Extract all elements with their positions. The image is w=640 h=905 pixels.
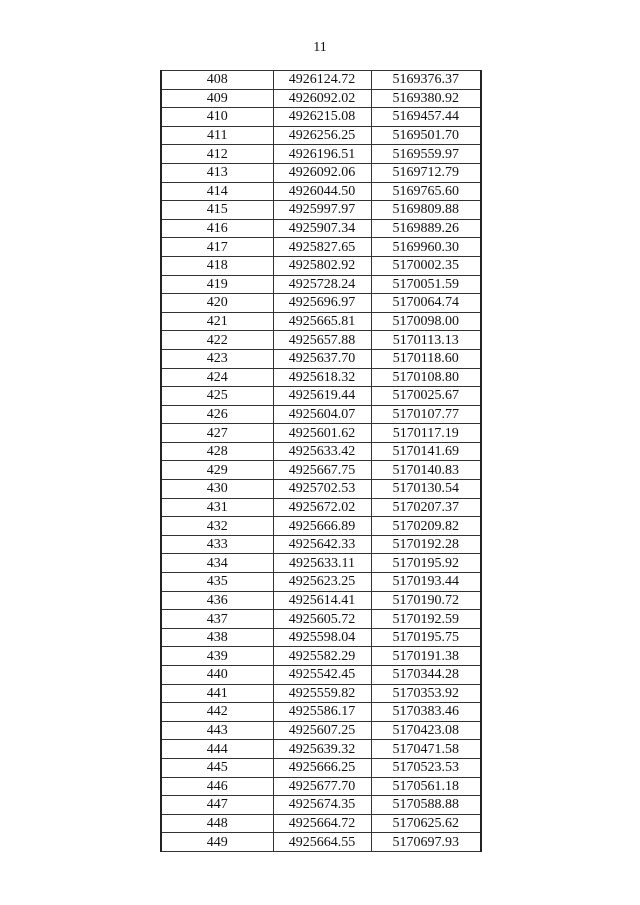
point-number-cell: 426 [161,405,273,424]
point-number-cell: 448 [161,814,273,833]
table-row [161,591,481,610]
x-coordinate-cell: 4925677.70 [273,777,371,796]
x-coordinate-cell: 4925665.81 [273,312,371,331]
table-row [161,777,481,796]
table-row [161,238,481,257]
point-number-cell: 442 [161,703,273,722]
table-row [161,331,481,350]
point-number-cell: 431 [161,498,273,517]
x-coordinate-cell: 4925637.70 [273,349,371,368]
y-coordinate-cell: 5170383.46 [371,703,481,722]
table-row [161,312,481,331]
y-coordinate-cell: 5169712.79 [371,163,481,182]
table-row [161,145,481,164]
y-coordinate-cell: 5169559.97 [371,145,481,164]
y-coordinate-cell: 5170195.75 [371,628,481,647]
x-coordinate-cell: 4925672.02 [273,498,371,517]
table-row [161,126,481,145]
point-number-cell: 413 [161,163,273,182]
point-number-cell: 434 [161,554,273,573]
point-number-cell: 412 [161,145,273,164]
x-coordinate-cell: 4925664.55 [273,833,371,852]
table-row [161,814,481,833]
y-coordinate-cell: 5170344.28 [371,666,481,685]
y-coordinate-cell: 5170051.59 [371,275,481,294]
y-coordinate-cell: 5169809.88 [371,201,481,220]
table-row [161,666,481,685]
y-coordinate-cell: 5170697.93 [371,833,481,852]
y-coordinate-cell: 5169457.44 [371,108,481,127]
point-number-cell: 440 [161,666,273,685]
x-coordinate-cell: 4926092.06 [273,163,371,182]
point-number-cell: 429 [161,461,273,480]
point-number-cell: 409 [161,89,273,108]
point-number-cell: 424 [161,368,273,387]
y-coordinate-cell: 5170117.19 [371,424,481,443]
table-row [161,108,481,127]
x-coordinate-cell: 4925586.17 [273,703,371,722]
table-row [161,833,481,852]
table-row [161,758,481,777]
x-coordinate-cell: 4926092.02 [273,89,371,108]
y-coordinate-cell: 5170192.59 [371,610,481,629]
y-coordinate-cell: 5170113.13 [371,331,481,350]
table-row [161,610,481,629]
x-coordinate-cell: 4926215.08 [273,108,371,127]
x-coordinate-cell: 4925604.07 [273,405,371,424]
point-number-cell: 414 [161,182,273,201]
point-number-cell: 443 [161,721,273,740]
x-coordinate-cell: 4925664.72 [273,814,371,833]
y-coordinate-cell: 5170107.77 [371,405,481,424]
table-row [161,368,481,387]
point-number-cell: 408 [161,71,273,90]
x-coordinate-cell: 4925728.24 [273,275,371,294]
y-coordinate-cell: 5169380.92 [371,89,481,108]
x-coordinate-cell: 4925657.88 [273,331,371,350]
y-coordinate-cell: 5170625.62 [371,814,481,833]
x-coordinate-cell: 4925633.11 [273,554,371,573]
point-number-cell: 419 [161,275,273,294]
coordinates-table [160,70,482,852]
y-coordinate-cell: 5169765.60 [371,182,481,201]
table-row [161,201,481,220]
point-number-cell: 427 [161,424,273,443]
x-coordinate-cell: 4925907.34 [273,219,371,238]
table-row [161,740,481,759]
table-row [161,517,481,536]
x-coordinate-cell: 4925623.25 [273,573,371,592]
x-coordinate-cell: 4925666.89 [273,517,371,536]
y-coordinate-cell: 5170471.58 [371,740,481,759]
table-row [161,647,481,666]
x-coordinate-cell: 4925696.97 [273,294,371,313]
x-coordinate-cell: 4925559.82 [273,684,371,703]
table-row [161,256,481,275]
point-number-cell: 438 [161,628,273,647]
y-coordinate-cell: 5170141.69 [371,442,481,461]
x-coordinate-cell: 4925542.45 [273,666,371,685]
x-coordinate-cell: 4925601.62 [273,424,371,443]
point-number-cell: 436 [161,591,273,610]
point-number-cell: 435 [161,573,273,592]
point-number-cell: 416 [161,219,273,238]
point-number-cell: 428 [161,442,273,461]
y-coordinate-cell: 5169501.70 [371,126,481,145]
table-row [161,535,481,554]
point-number-cell: 441 [161,684,273,703]
x-coordinate-cell: 4925802.92 [273,256,371,275]
x-coordinate-cell: 4926196.51 [273,145,371,164]
point-number-cell: 432 [161,517,273,536]
y-coordinate-cell: 5170209.82 [371,517,481,536]
point-number-cell: 430 [161,480,273,499]
point-number-cell: 418 [161,256,273,275]
table-row [161,796,481,815]
x-coordinate-cell: 4925582.29 [273,647,371,666]
point-number-cell: 444 [161,740,273,759]
table-row [161,275,481,294]
y-coordinate-cell: 5170098.00 [371,312,481,331]
table-row [161,387,481,406]
table-row [161,480,481,499]
point-number-cell: 423 [161,349,273,368]
x-coordinate-cell: 4925702.53 [273,480,371,499]
table-row [161,498,481,517]
y-coordinate-cell: 5170353.92 [371,684,481,703]
table-row [161,628,481,647]
x-coordinate-cell: 4925666.25 [273,758,371,777]
point-number-cell: 410 [161,108,273,127]
y-coordinate-cell: 5170193.44 [371,573,481,592]
table-row [161,703,481,722]
table-row [161,573,481,592]
y-coordinate-cell: 5170523.53 [371,758,481,777]
x-coordinate-cell: 4925598.04 [273,628,371,647]
table-row [161,349,481,368]
y-coordinate-cell: 5170190.72 [371,591,481,610]
table-row [161,684,481,703]
x-coordinate-cell: 4925642.33 [273,535,371,554]
y-coordinate-cell: 5170130.54 [371,480,481,499]
table-row [161,219,481,238]
y-coordinate-cell: 5170002.35 [371,256,481,275]
y-coordinate-cell: 5170423.08 [371,721,481,740]
y-coordinate-cell: 5169960.30 [371,238,481,257]
point-number-cell: 445 [161,758,273,777]
table-row [161,163,481,182]
y-coordinate-cell: 5169889.26 [371,219,481,238]
point-number-cell: 420 [161,294,273,313]
y-coordinate-cell: 5170561.18 [371,777,481,796]
table-row [161,405,481,424]
point-number-cell: 439 [161,647,273,666]
x-coordinate-cell: 4926256.25 [273,126,371,145]
table-row [161,182,481,201]
y-coordinate-cell: 5170108.80 [371,368,481,387]
x-coordinate-cell: 4925639.32 [273,740,371,759]
x-coordinate-cell: 4925633.42 [273,442,371,461]
x-coordinate-cell: 4925827.65 [273,238,371,257]
point-number-cell: 447 [161,796,273,815]
table-row [161,554,481,573]
y-coordinate-cell: 5170195.92 [371,554,481,573]
x-coordinate-cell: 4925605.72 [273,610,371,629]
y-coordinate-cell: 5170025.67 [371,387,481,406]
x-coordinate-cell: 4926124.72 [273,71,371,90]
x-coordinate-cell: 4925619.44 [273,387,371,406]
page-number: 11 [313,40,327,55]
y-coordinate-cell: 5170207.37 [371,498,481,517]
point-number-cell: 411 [161,126,273,145]
x-coordinate-cell: 4925674.35 [273,796,371,815]
y-coordinate-cell: 5169376.37 [371,71,481,90]
x-coordinate-cell: 4925618.32 [273,368,371,387]
table-row [161,461,481,480]
table-row [161,442,481,461]
table-row [161,89,481,108]
x-coordinate-cell: 4925667.75 [273,461,371,480]
point-number-cell: 417 [161,238,273,257]
point-number-cell: 422 [161,331,273,350]
x-coordinate-cell: 4925614.41 [273,591,371,610]
y-coordinate-cell: 5170191.38 [371,647,481,666]
table-row [161,424,481,443]
y-coordinate-cell: 5170118.60 [371,349,481,368]
point-number-cell: 415 [161,201,273,220]
y-coordinate-cell: 5170588.88 [371,796,481,815]
x-coordinate-cell: 4925607.25 [273,721,371,740]
table-row [161,71,481,90]
point-number-cell: 446 [161,777,273,796]
table-row [161,294,481,313]
y-coordinate-cell: 5170064.74 [371,294,481,313]
x-coordinate-cell: 4926044.50 [273,182,371,201]
table-body [161,71,481,852]
y-coordinate-cell: 5170192.28 [371,535,481,554]
x-coordinate-cell: 4925997.97 [273,201,371,220]
point-number-cell: 437 [161,610,273,629]
y-coordinate-cell: 5170140.83 [371,461,481,480]
point-number-cell: 421 [161,312,273,331]
point-number-cell: 449 [161,833,273,852]
table-row [161,721,481,740]
point-number-cell: 433 [161,535,273,554]
point-number-cell: 425 [161,387,273,406]
